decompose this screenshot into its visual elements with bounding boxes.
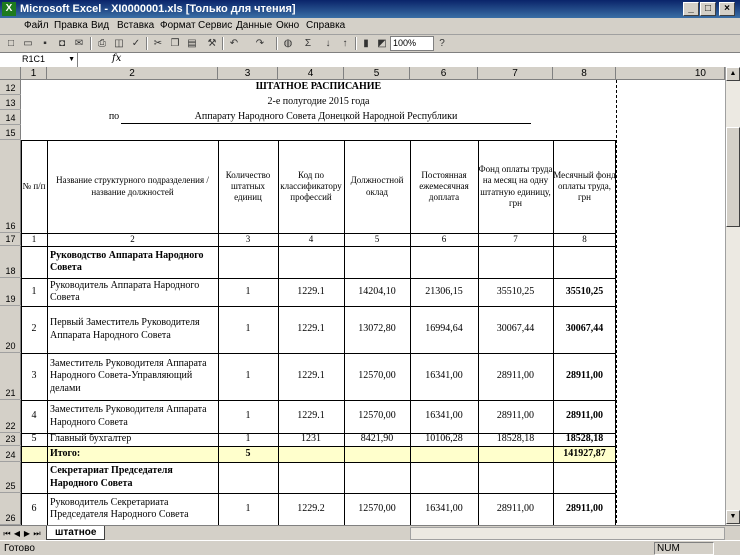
sheet-tab-bar bbox=[0, 525, 740, 540]
total-cell: 30067,44 bbox=[565, 323, 604, 335]
autosum-icon[interactable]: Σ bbox=[304, 38, 312, 49]
column-number: 2 bbox=[130, 233, 135, 244]
bonus-cell: 16994,64 bbox=[425, 323, 463, 335]
fund-cell: 18528,18 bbox=[496, 433, 535, 445]
fund-cell: 28911,00 bbox=[496, 410, 535, 422]
quantity-cell: 1 bbox=[245, 370, 251, 382]
column-number: 8 bbox=[582, 233, 587, 244]
close-button[interactable]: × bbox=[719, 2, 735, 16]
row-headers bbox=[0, 80, 21, 525]
column-number: 7 bbox=[513, 233, 518, 244]
totals-amount: 141927,87 bbox=[563, 447, 606, 459]
header-name: Название структурного подразделения / название должностей bbox=[56, 175, 209, 197]
fund-cell: 35510,25 bbox=[496, 285, 535, 297]
total-cell: 28911,00 bbox=[566, 410, 603, 422]
organization-name: Аппарату Народного Совета Донецкой Народной Республики bbox=[194, 111, 458, 123]
bonus-cell: 10106,28 bbox=[425, 433, 463, 445]
document-title: ШТАТНОЕ РАСПИСАНИЕ bbox=[255, 81, 382, 93]
fund-cell: 28911,00 bbox=[496, 370, 535, 382]
column-number: 6 bbox=[441, 233, 447, 244]
chevron-down-icon[interactable]: ▼ bbox=[68, 56, 75, 63]
redo-icon[interactable]: ↷ bbox=[255, 38, 265, 49]
prev-sheet-icon[interactable]: ◀ bbox=[13, 529, 21, 538]
fx-icon[interactable]: fx bbox=[112, 53, 122, 64]
save-icon[interactable]: ▪ bbox=[43, 38, 47, 49]
header-fund-per-unit: Фонд оплаты труда на месяц на одну штатную единицу, грн bbox=[478, 164, 553, 208]
code-cell: 1229.1 bbox=[297, 285, 325, 297]
position-name: Руководитель Секретариата Председателя Народного Совета bbox=[50, 496, 189, 520]
scroll-up-icon[interactable]: ▲ bbox=[726, 67, 740, 81]
column-header[interactable]: 5 bbox=[344, 67, 410, 80]
drawing-icon[interactable]: ◩ bbox=[377, 38, 387, 49]
column-header[interactable]: 6 bbox=[410, 67, 478, 80]
print-preview-icon[interactable]: ◫ bbox=[114, 38, 124, 49]
header-code: Код по классификатору профессий bbox=[280, 169, 342, 203]
row-header[interactable]: 23 bbox=[0, 433, 21, 446]
print-icon[interactable]: ⎙ bbox=[98, 38, 106, 49]
title-bar bbox=[0, 0, 740, 18]
zoom-select[interactable]: 100% bbox=[390, 36, 434, 51]
row-header[interactable]: 16 bbox=[0, 140, 21, 233]
salary-cell: 14204,10 bbox=[358, 285, 396, 297]
quantity-cell: 1 bbox=[245, 433, 251, 445]
header-number: № п/п bbox=[22, 180, 46, 191]
menu-file[interactable]: Файл bbox=[24, 20, 49, 31]
column-number: 5 bbox=[374, 233, 380, 244]
salary-cell: 12570,00 bbox=[358, 410, 396, 422]
document-po-label: по bbox=[108, 111, 120, 123]
vertical-scrollbar[interactable] bbox=[725, 67, 740, 525]
header-salary: Должностной оклад bbox=[350, 175, 404, 197]
salary-cell: 8421,90 bbox=[360, 433, 394, 445]
row-header[interactable]: 25 bbox=[0, 462, 21, 493]
row-header[interactable]: 18 bbox=[0, 246, 21, 278]
status-bar bbox=[0, 540, 740, 555]
bonus-cell: 16341,00 bbox=[425, 502, 463, 514]
column-number: 1 bbox=[31, 233, 37, 244]
formula-bar bbox=[0, 52, 740, 67]
first-sheet-icon[interactable]: ⏮ bbox=[3, 529, 11, 538]
window-title: Microsoft Excel - XI0000001.xls [Только для чтения] bbox=[20, 3, 296, 15]
last-sheet-icon[interactable]: ⏭ bbox=[33, 529, 41, 538]
row-header[interactable]: 19 bbox=[0, 278, 21, 306]
next-sheet-icon[interactable]: ▶ bbox=[23, 529, 31, 538]
email-icon[interactable]: ✉ bbox=[74, 38, 84, 49]
salary-cell: 13072,80 bbox=[358, 323, 396, 335]
menu-help[interactable]: Справка bbox=[306, 20, 346, 31]
paste-icon[interactable]: ▤ bbox=[187, 38, 197, 49]
scroll-down-icon[interactable]: ▼ bbox=[726, 510, 740, 524]
menu-view[interactable]: Вид bbox=[91, 20, 110, 31]
total-cell: 35510,25 bbox=[565, 285, 604, 297]
section-title: Руководство Аппарата Народного Совета bbox=[50, 249, 204, 273]
menu-tools[interactable]: Сервис bbox=[198, 20, 233, 31]
code-cell: 1231 bbox=[301, 433, 321, 445]
row-number: 5 bbox=[31, 433, 37, 445]
column-header[interactable]: 3 bbox=[218, 67, 278, 80]
menu-format[interactable]: Формат bbox=[160, 20, 196, 31]
section-title: Секретариат Председателя Народного Совета bbox=[50, 465, 173, 489]
bonus-cell: 16341,00 bbox=[425, 410, 463, 422]
salary-cell: 12570,00 bbox=[358, 502, 396, 514]
column-header[interactable]: 10 bbox=[616, 67, 725, 80]
quantity-cell: 1 bbox=[245, 285, 251, 297]
name-box[interactable]: R1C1 ▼ bbox=[0, 53, 78, 67]
position-name: Первый Заместитель Руководителя Аппарата Народного Совета bbox=[50, 317, 200, 341]
chart-wizard-icon[interactable]: ▮ bbox=[363, 38, 369, 49]
menu-edit[interactable]: Правка bbox=[54, 20, 88, 31]
code-cell: 1229.2 bbox=[297, 502, 325, 514]
row-header[interactable]: 22 bbox=[0, 400, 21, 433]
bonus-cell: 21306,15 bbox=[425, 285, 463, 297]
row-header[interactable]: 17 bbox=[0, 233, 21, 246]
bonus-cell: 16341,00 bbox=[425, 370, 463, 382]
fund-cell: 28911,00 bbox=[496, 502, 535, 514]
format-painter-icon[interactable]: ⚒ bbox=[207, 38, 217, 49]
fund-cell: 30067,44 bbox=[496, 323, 535, 335]
row-header[interactable]: 26 bbox=[0, 493, 21, 525]
hyperlink-icon[interactable]: ◍ bbox=[283, 38, 293, 49]
position-name: Главный бухгалтер bbox=[50, 433, 132, 445]
column-headers bbox=[0, 67, 725, 80]
total-cell: 18528,18 bbox=[565, 433, 604, 445]
column-header[interactable]: 1 bbox=[21, 67, 47, 80]
position-name: Руководитель Аппарата Народного Совета bbox=[50, 279, 200, 303]
copy-icon[interactable]: ❐ bbox=[170, 38, 180, 49]
menu-insert[interactable]: Вставка bbox=[117, 20, 155, 31]
code-cell: 1229.1 bbox=[297, 323, 325, 335]
column-number: 4 bbox=[308, 233, 314, 244]
undo-icon[interactable]: ↶ bbox=[229, 38, 239, 49]
quantity-cell: 1 bbox=[245, 323, 251, 335]
horizontal-scrollbar[interactable] bbox=[410, 527, 725, 540]
total-cell: 28911,00 bbox=[566, 370, 603, 382]
column-number: 3 bbox=[245, 233, 251, 244]
row-number: 2 bbox=[31, 323, 37, 335]
totals-label: Итого: bbox=[50, 447, 81, 459]
maximize-button[interactable]: □ bbox=[700, 2, 716, 16]
header-monthly-fund: Месячный фонд оплаты труда, грн bbox=[553, 169, 616, 203]
spelling-icon[interactable]: ✓ bbox=[131, 38, 141, 49]
row-header[interactable]: 14 bbox=[0, 110, 21, 125]
standard-toolbar bbox=[0, 35, 740, 52]
salary-cell: 12570,00 bbox=[358, 370, 396, 382]
menu-data[interactable]: Данные bbox=[236, 20, 273, 31]
minimize-button[interactable]: _ bbox=[683, 2, 699, 16]
quantity-cell: 1 bbox=[245, 502, 251, 514]
sort-ascending-icon[interactable]: ↓ bbox=[325, 38, 331, 49]
column-header[interactable]: 2 bbox=[47, 67, 218, 80]
position-name: Заместитель Руководителя Аппарата Народного Совета-Управляющий делами bbox=[50, 357, 207, 394]
row-number: 4 bbox=[31, 410, 37, 422]
cut-icon[interactable]: ✂ bbox=[153, 38, 163, 49]
row-header[interactable]: 15 bbox=[0, 125, 21, 140]
sheet-tab[interactable]: штатное bbox=[46, 526, 105, 540]
status-ready: Готово bbox=[4, 543, 35, 554]
num-lock-indicator: NUM bbox=[654, 542, 714, 555]
scroll-thumb[interactable] bbox=[726, 127, 740, 227]
open-icon[interactable]: ▭ bbox=[23, 38, 33, 49]
header-bonus: Постоянная ежемесячная доплата bbox=[419, 169, 469, 203]
row-header[interactable]: 12 bbox=[0, 80, 21, 95]
code-cell: 1229.1 bbox=[297, 410, 325, 422]
row-header[interactable]: 13 bbox=[0, 95, 21, 110]
row-header[interactable]: 24 bbox=[0, 446, 21, 462]
row-number: 6 bbox=[31, 502, 37, 514]
row-header[interactable]: 20 bbox=[0, 306, 21, 353]
quantity-cell: 1 bbox=[245, 410, 251, 422]
header-quantity: Количество штатных единиц bbox=[225, 169, 271, 203]
row-header[interactable]: 21 bbox=[0, 353, 21, 400]
sort-descending-icon[interactable]: ↑ bbox=[342, 38, 348, 49]
new-icon[interactable]: □ bbox=[7, 38, 15, 49]
menu-bar bbox=[0, 18, 740, 35]
total-cell: 28911,00 bbox=[566, 502, 603, 514]
worksheet bbox=[0, 67, 725, 525]
permission-icon[interactable]: ◘ bbox=[58, 38, 66, 49]
help-icon[interactable]: ? bbox=[439, 38, 445, 49]
row-number: 1 bbox=[31, 285, 37, 297]
row-number: 3 bbox=[31, 370, 37, 382]
select-all-corner[interactable] bbox=[0, 67, 21, 80]
excel-icon: X bbox=[2, 2, 16, 16]
totals-quantity: 5 bbox=[245, 447, 251, 459]
column-header[interactable]: 7 bbox=[478, 67, 553, 80]
document-period: 2-е полугодие 2015 года bbox=[267, 96, 370, 108]
menu-window[interactable]: Окно bbox=[276, 20, 300, 31]
position-name: Заместитель Руководителя Аппарата Народного Совета bbox=[50, 404, 207, 428]
code-cell: 1229.1 bbox=[297, 370, 325, 382]
column-header[interactable]: 4 bbox=[278, 67, 344, 80]
column-header[interactable]: 8 bbox=[553, 67, 616, 80]
cell-grid bbox=[21, 80, 725, 525]
